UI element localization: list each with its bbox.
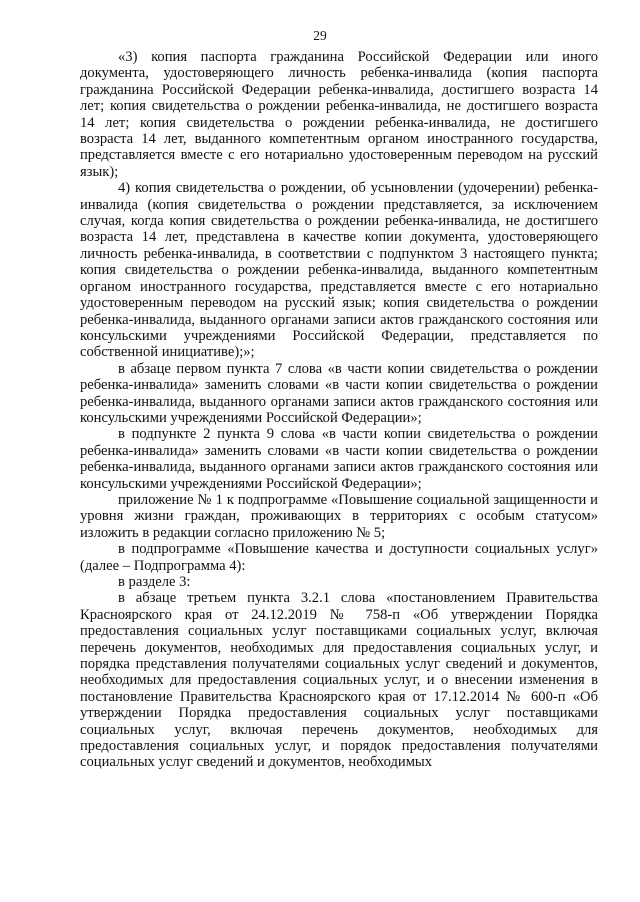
paragraph-item-4: 4) копия свидетельства о рождении, об усыновлении (удочерении) ребенка-инвалида (копия свидетельства о рождении представляется, за исключением случая, когда копия свидетельства о рождении ребенка-инвалида, не достигшего возраста 14 лет, представлена в качестве копии документа, удостоверяющего личность ребенка-инвалида, в соответствии с подпунктом 3 настоящего пункта; копия свидетельства о рождении ребенка-инвалида, выданного компетентным органом иностранного государства, представляется вместе с его нотариально удостоверенным переводом на русский язык; копия свидетельства о рождении ребенка-инвалида, выданного органами записи актов гражданского состояния или консульскими учреждениями Российской Федерации, представляется по собственной инициативе);»; [80,180,598,361]
paragraph-item-3: «3) копия паспорта гражданина Российской Федерации или иного документа, удостоверяющего личность ребенка-инвалида (копия паспорта гражданина Российской Федерации ребенка-инвалида, достигшего возраста 14 лет; копия свидетельства о рождении ребенка-инвалида, не достигшего возраста 14 лет; копия свидетельства о рождении ребенка-инвалида, не достигшего возраста 14 лет, выданного компетентным органом иностранного государства, представляется вместе с его нотариально удостоверенным переводом на русский язык); [80,49,598,180]
paragraph-section-3: в разделе 3: [118,574,191,590]
page-number: 29 [313,28,327,43]
paragraph-amend-point-9: в подпункте 2 пункта 9 слова «в части копии свидетельства о рождении ребенка-инвалида» заменить словами «в части копии свидетельства о рождении ребенка-инвалида, выданного органами записи актов гражданского состояния или консульскими учреждениями Российской Федерации»; [80,426,598,492]
paragraph-appendix-1: приложение № 1 к подпрограмме «Повышение социальной защищенности и уровня жизни граждан, проживающих в территориях с особым статусом» изложить в редакции согласно приложению № 5; [80,491,598,541]
paragraph-subprogram-4: в подпрограмме «Повышение качества и доступности социальных услуг» (далее – Подпрограмма 4): [80,541,598,574]
paragraph-point-3-2-1: в абзаце третьем пункта 3.2.1 слова «постановлением Правительства Красноярского края от 24.12.2019 № 758-п «Об утверждении Порядка предоставления социальных услуг поставщиками социальных услуг, включая перечень документов, необходимых для предоставления социальных услуг, и порядка представления получателями социальных услуг сведений и документов, необходимых для предоставления социальных услуг, и о внесении изменения в постановление Правительства Красноярского края от 17.12.2014 № 600-п «Об утверждении Порядка предоставления социальных услуг поставщиками социальных услуг, включая перечень документов, необходимых для предоставления социальных услуг, и порядок предоставления получателями социальных услуг сведений и документов, необходимых [80,590,598,771]
paragraph-amend-point-7: в абзаце первом пункта 7 слова «в части копии свидетельства о рождении ребенка-инвалида» заменить словами «в части копии свидетельства о рождении ребенка-инвалида, выданного органами записи актов гражданского состояния или консульскими учреждениями Российской Федерации»; [80,360,598,426]
document-body [80,49,598,771]
